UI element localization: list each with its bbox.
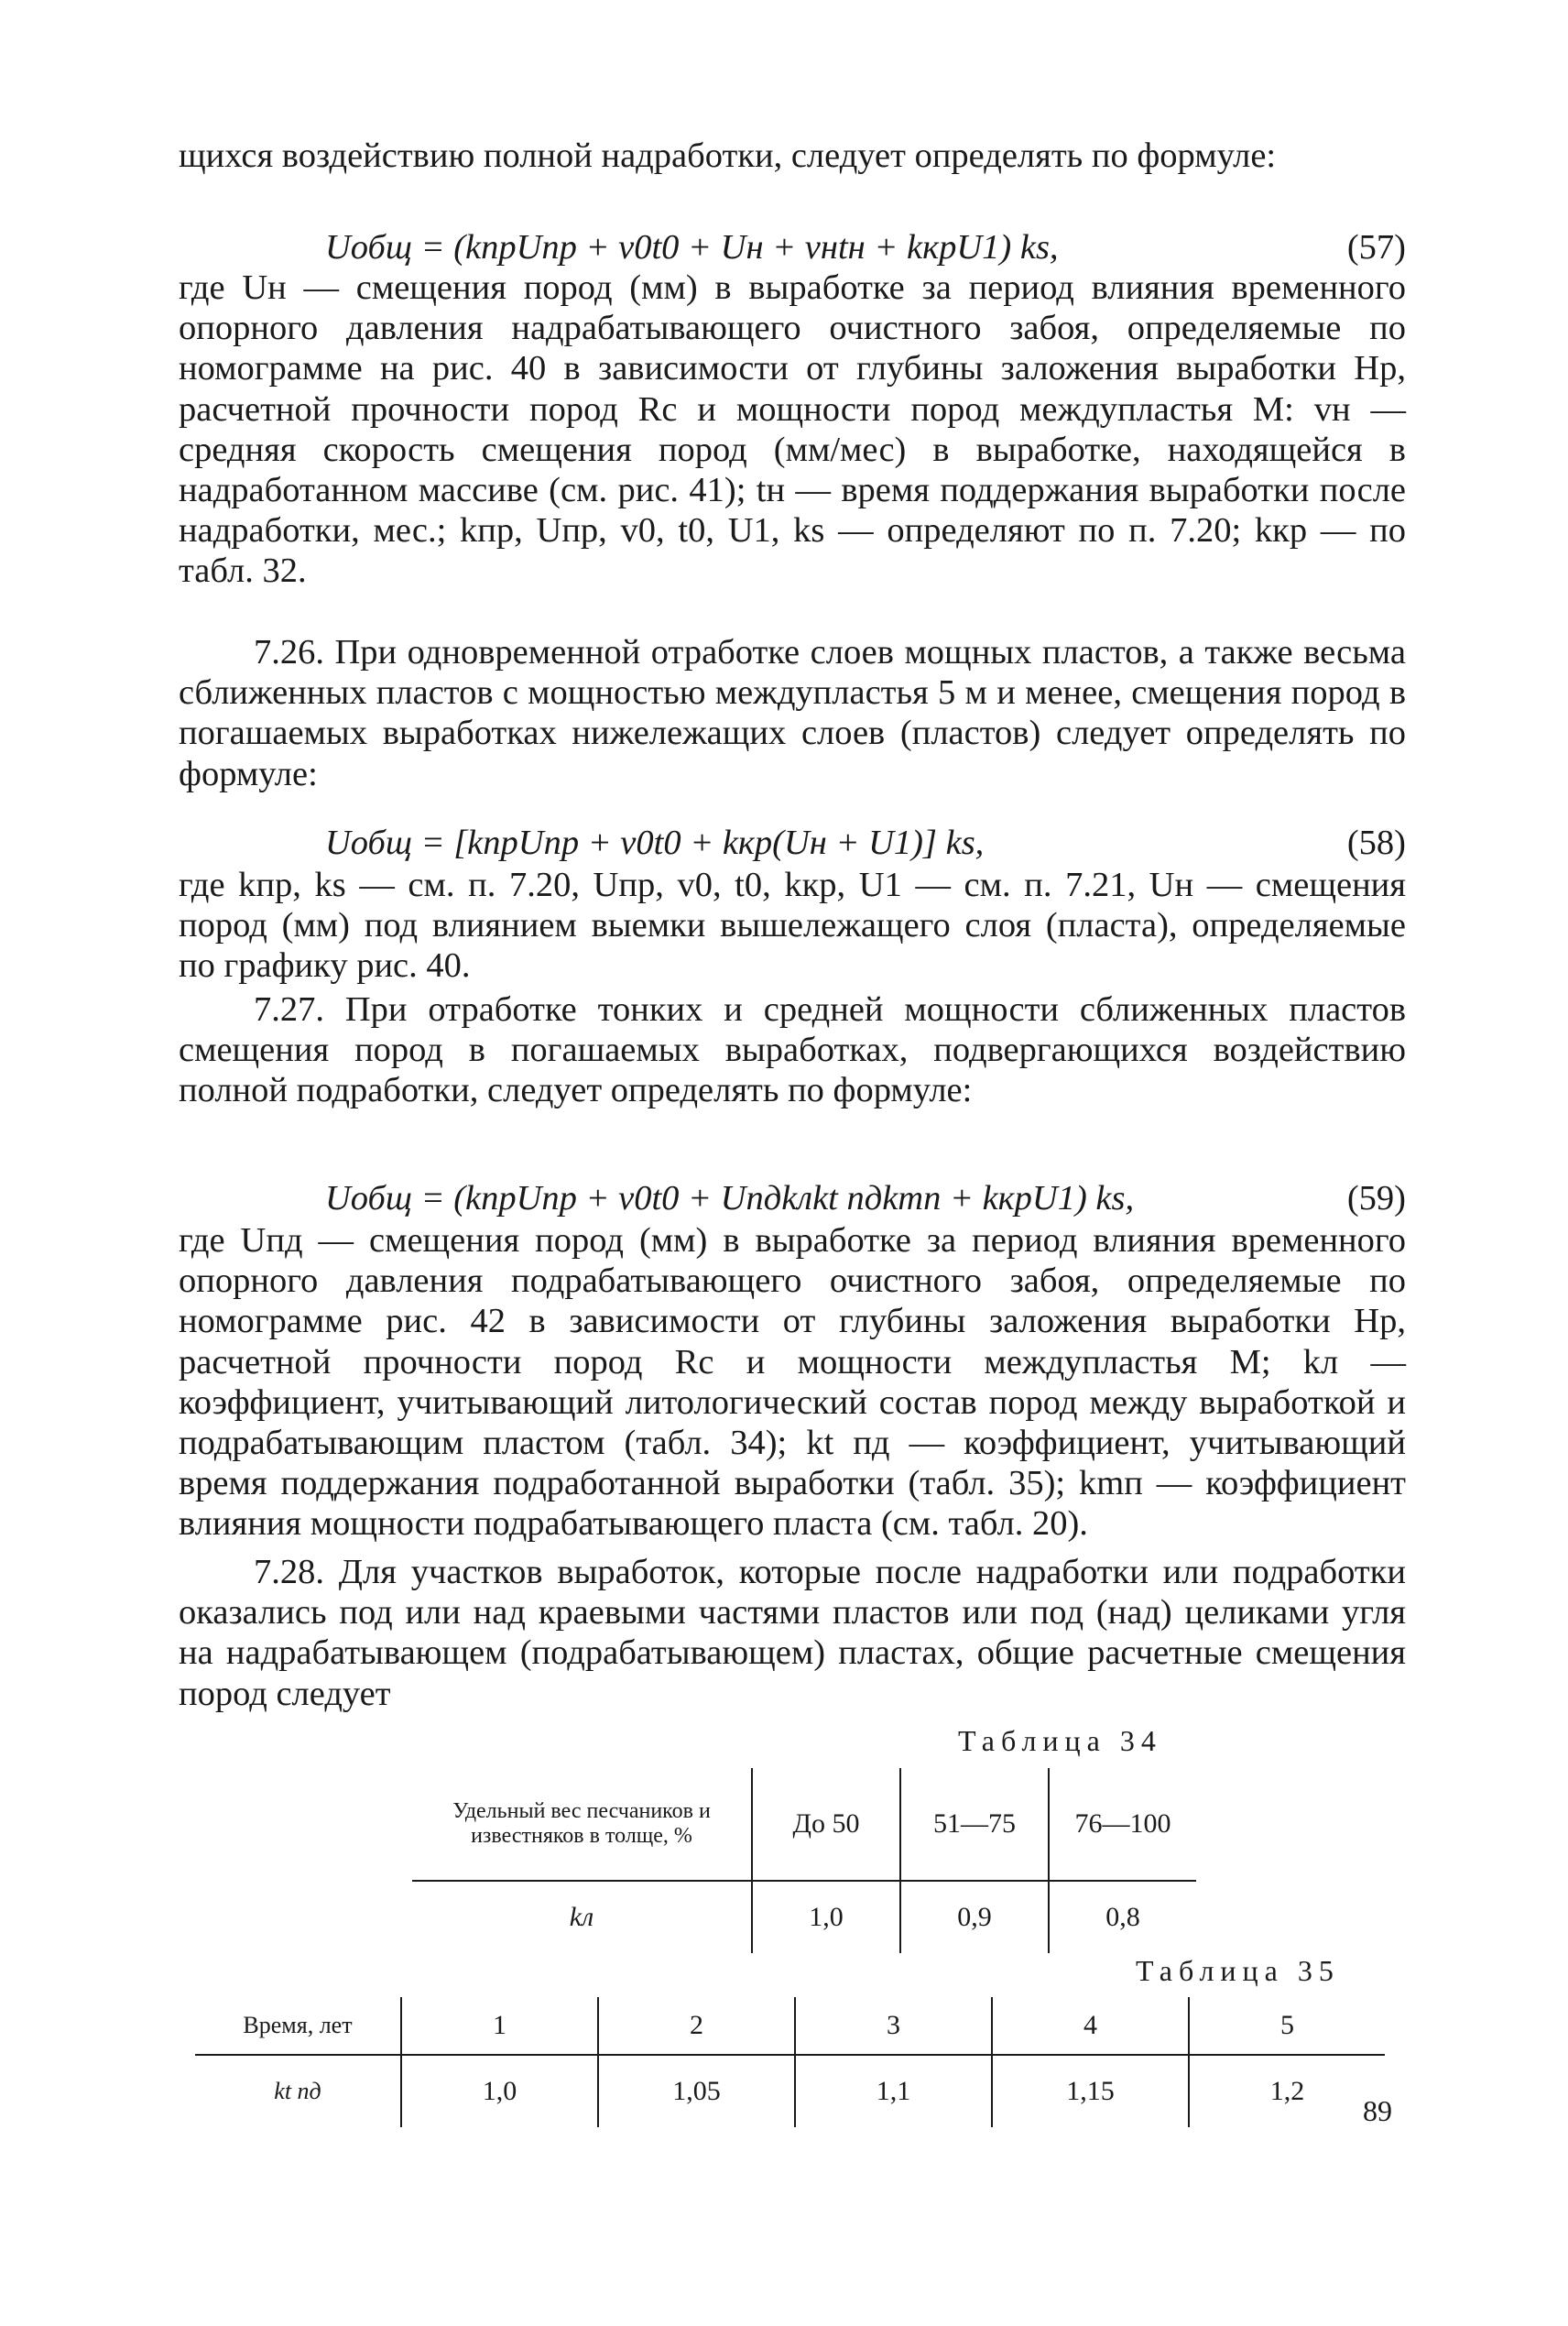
table-cell: 1,15 xyxy=(992,2055,1189,2127)
formula-number: (57) xyxy=(1346,228,1406,267)
table-cell: 0,8 xyxy=(1049,1881,1196,1953)
paragraph-text: щихся воздействию полной надработки, следует определять по формуле: xyxy=(179,137,1277,175)
table-row-label: kл xyxy=(569,1902,594,1932)
paragraph-definitions-57 xyxy=(179,268,1406,592)
table-cell: 1,0 xyxy=(401,2055,598,2127)
table-35 xyxy=(195,1997,1385,2127)
formula-expression: Uобщ = (kпрUпр + v0t0 + Uпдkлkt пдkmп + kкрU1) ks, xyxy=(325,1179,1135,1218)
table-header-cell: 2 xyxy=(598,1997,795,2055)
table-header-row xyxy=(195,1997,1385,2055)
paragraph-7-27 xyxy=(179,989,1406,1111)
formula-number: (58) xyxy=(1346,824,1406,862)
table-35-title: Таблица 35 xyxy=(1136,1954,1340,1987)
table-header-cell: До 50 xyxy=(752,1768,900,1881)
paragraph-text: где kпр, ks — см. п. 7.20, Uпр, v0, t0, kкр, U1 — см. п. 7.21, Uн — смещения пород (мм) под влиянием выемки вышележащего слоя (пласта), определяемые по графику рис. 40. xyxy=(179,866,1406,986)
table-header-label: Удельный вес песчаников и известняков в толще, % xyxy=(412,1768,752,1881)
table-34 xyxy=(412,1768,1196,1953)
table-cell: 1,1 xyxy=(795,2055,992,2127)
formula-number: (59) xyxy=(1346,1179,1406,1218)
paragraph-text: 7.27. При отработке тонких и средней мощности сближенных пластов смещения пород в погашаемых выработках, подвергающихся воздействию полной подработки, следует определять по формуле: xyxy=(179,990,1406,1110)
paragraph-definitions-59 xyxy=(179,1220,1406,1545)
paragraph-intro xyxy=(179,136,1406,176)
paragraph-text: 7.26. При одновременной отработке слоев мощных пластов, а также весьма сближенных пластов с мощностью междупластья 5 м и менее, смещения пород в погашаемых выработках нижележащих слоев (пластов) следует определять по формуле: xyxy=(179,633,1406,793)
table-row xyxy=(195,2055,1385,2127)
table-header-cell: 51—75 xyxy=(900,1768,1049,1881)
table-34-title: Таблица 34 xyxy=(958,1724,1162,1757)
table-row-label: kt пд xyxy=(274,2078,321,2104)
table-cell: 1,0 xyxy=(752,1881,900,1953)
formula-expression: Uобщ = (kпрUпр + v0t0 + Uн + vнtн + kкрU1) ks, xyxy=(325,228,1059,267)
page-number: 89 xyxy=(1363,2094,1392,2127)
table-cell: 1,2 xyxy=(1189,2055,1385,2127)
table-header-cell: 3 xyxy=(795,1997,992,2055)
table-header-label: Время, лет xyxy=(195,1997,401,2055)
paragraph-text: где Uпд — смещения пород (мм) в выработке за период влияния временного опорного давления подрабатывающего очистного забоя, определяемые по номограмме рис. 42 в зависимости от глубины заложения выработки Hр, расчетной прочности пород Rс и мощности междупластья M; kл — коэффициент, учитывающий литологический состав пород между выработкой и подрабатывающим пластом (табл. 34); kt пд — коэффициент, учитывающий время поддержания подработанной выработки (табл. 35); kmп — коэффициент влияния мощности подрабатывающего пласта (см. табл. 20). xyxy=(179,1221,1406,1544)
table-header-row xyxy=(412,1768,1196,1881)
paragraph-text: где Uн — смещения пород (мм) в выработке за период влияния временного опорного давления надрабатывающего очистного забоя, определяемые по номограмме на рис. 40 в зависимости от глубины заложения выработки Hр, расчетной прочности пород Rс и мощности пород междупластья M: vн — средняя скорость смещения пород (мм/мес) в выработке, находящейся в надработанном массиве (см. рис. 41); tн — время поддержания выработки после надработки, мес.; kпр, Uпр, v0, t0, U1, ks — определяют по п. 7.20; kкр — по табл. 32. xyxy=(179,268,1406,591)
paragraph-text: 7.28. Для участков выработок, которые после надработки или подработки оказались под или над краевыми частями пластов или под (над) целиками угля на надрабатывающем (подрабатывающем) пластах, общие расчетные смещения пород следует xyxy=(179,1553,1406,1713)
table-header-cell: 1 xyxy=(401,1997,598,2055)
table-row xyxy=(412,1881,1196,1953)
table-header-cell: 5 xyxy=(1189,1997,1385,2055)
table-header-cell: 4 xyxy=(992,1997,1189,2055)
table-cell: 1,05 xyxy=(598,2055,795,2127)
paragraph-definitions-58 xyxy=(179,865,1406,987)
table-cell: 0,9 xyxy=(900,1881,1049,1953)
table-header-cell: 76—100 xyxy=(1049,1768,1196,1881)
paragraph-7-28 xyxy=(179,1552,1406,1714)
paragraph-7-26 xyxy=(179,632,1406,794)
formula-expression: Uобщ = [kпрUпр + v0t0 + kкр(Uн + U1)] ks, xyxy=(325,824,985,862)
